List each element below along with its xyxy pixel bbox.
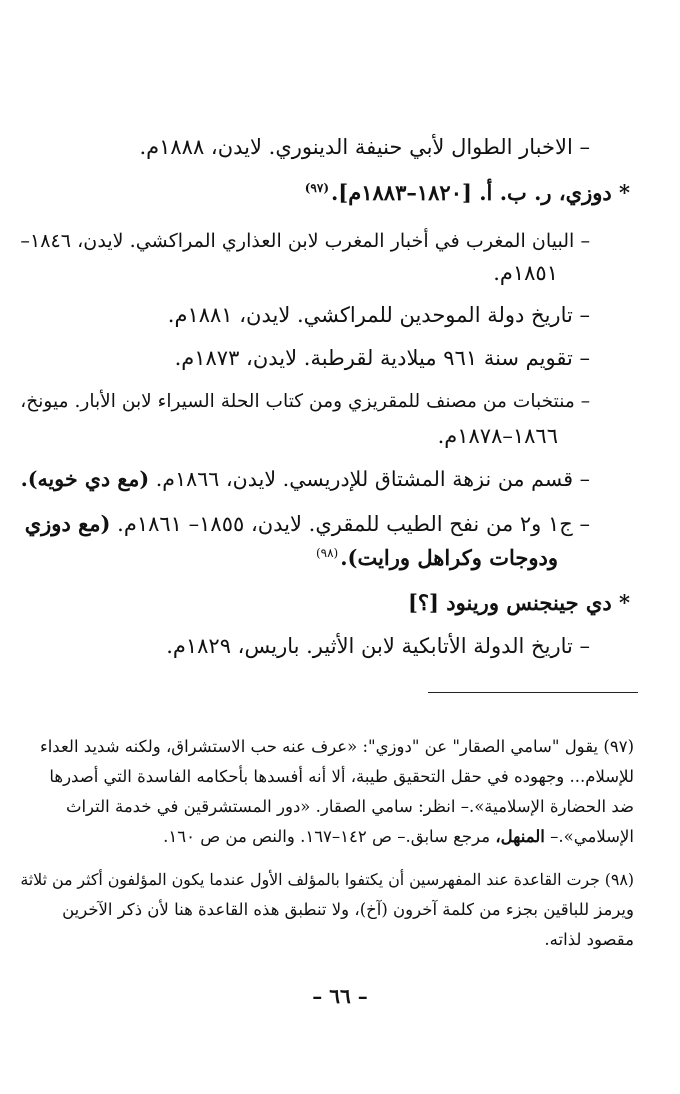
footnote-98-line2: ويرمز للباقين بجزء من كلمة آخرون (آخ)، ولا تنطبق هذه القاعدة هنا لأن ذكر الآخرين [62, 900, 634, 919]
page-number: – ٦٦ – [312, 984, 368, 1008]
entry-nafh-tib-cont [316, 543, 558, 573]
footnote-97-line4-end: مرجع سابق.– ص ١٤٢–١٦٧. والنص من ص ١٦٠. [163, 827, 491, 846]
entry-nafh-tib [25, 509, 590, 539]
entry-muntakhabat: – منتخبات من مصنف للمقريزي ومن كتاب الحلة السيراء لابن الأبار. ميونخ، [20, 391, 590, 412]
entry-tarikh-atabakiya: – تاريخ الدولة الأتابكية لابن الأثير. باريس، ١٨٢٩م. [166, 634, 590, 658]
entry-tarikh-muwahhidin: – تاريخ دولة الموحدين للمراكشي. لايدن، ١٨٨١م. [167, 303, 590, 327]
journal-manhal: المنهل، [495, 827, 545, 846]
footnote-separator [428, 692, 638, 693]
entry-bayan-mughrib: – البيان المغرب في أخبار المغرب لابن العذاري المراكشي. لايدن، ١٨٤٦– [20, 229, 590, 252]
coauthors-start: (مع دوزي [24, 511, 111, 536]
author-dozy-text: * دوزي، ر. ب. أ. [١٨٢٠–١٨٨٣م]. [331, 180, 630, 205]
coauthor-de-goeje: (مع دي خويه). [20, 467, 150, 491]
footnote-ref-97: (٩٧) [304, 181, 329, 195]
entry-nafh-tib-text: – ج١ و٢ من نفح الطيب للمقري. لايدن، ١٨٥٥– ١٨٦١م. [117, 512, 590, 536]
entry-muntakhabat-cont: ١٨٦٦–١٨٧٨م. [437, 424, 558, 448]
footnote-97-line4-start: الإسلامي».– [550, 827, 634, 846]
footnote-98-line3: مقصود لذاته. [544, 930, 634, 949]
author-heading-degen: * دي جينجنس ورينود [؟] [407, 590, 630, 615]
footnote-97-line4 [163, 823, 634, 851]
entry-nuzhat-mushtaq [21, 464, 590, 494]
entry-taqwim-qurtuba: – تقويم سنة ٩٦١ ميلادية لقرطبة. لايدن، ١٨٧٣م. [174, 346, 590, 370]
entry-bayan-mughrib-cont: ١٨٥١م. [493, 261, 558, 285]
entry-nuzhat-text: – قسم من نزهة المشتاق للإدريسي. لايدن، ١٨٦٦م. [155, 467, 590, 491]
footnote-97-line3: ضد الحضارة الإسلامية».– انظر: سامي الصقار. «دور المستشرقين في خدمة التراث [65, 797, 634, 816]
coauthors-end: ودوجات وكراهل ورايت). [340, 545, 558, 570]
footnote-98-line1: (٩٨) جرت القاعدة عند المفهرسين أن يكتفوا بالمؤلف الأول عندما يكون المؤلفون أكثر من ثلاثة [20, 870, 634, 889]
footnote-97-line1: (٩٧) يقول "سامي الصقار" عن "دوزي": «عرف عنه حب الاستشراق، ولكنه شديد العداء [39, 737, 634, 756]
author-heading-dozy [305, 178, 630, 208]
footnote-ref-98: (٩٨) [315, 546, 339, 560]
entry-akhbar-tiwal: – الاخبار الطوال لأبي حنيفة الدينوري. لايدن، ١٨٨٨م. [139, 135, 590, 159]
footnote-97-line2: للإسلام... وجهوده في حقل التحقيق طيبة، ألا أنه أفسدها بأحكامه الفاسدة التي أصدرها [49, 767, 634, 786]
